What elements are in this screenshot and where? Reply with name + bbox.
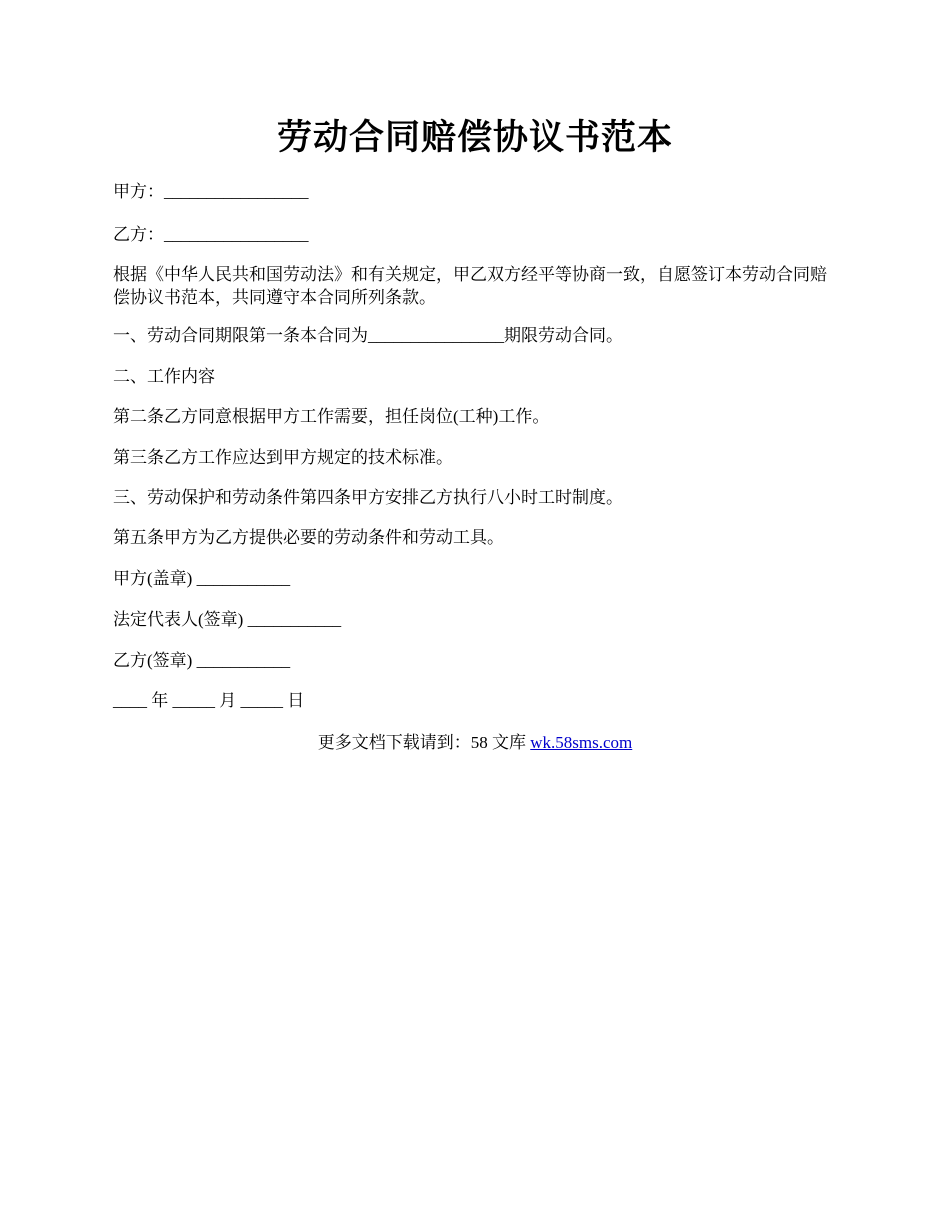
date-line: ____ 年 _____ 月 _____ 日 (113, 691, 305, 710)
footer (0, 731, 950, 754)
party-b-line: 乙方：_________________ (113, 225, 309, 244)
footer-text: 更多文档下载请到：58 文库 (317, 733, 531, 752)
document-title: 劳动合同赔偿协议书范本 (276, 118, 673, 157)
clause-five-line: 第五条甲方为乙方提供必要的劳动条件和劳动工具。 (113, 528, 504, 547)
intro-paragraph: 根据《中华人民共和国劳动法》和有关规定，甲乙双方经平等协商一致，自愿签订本劳动合同赔偿协议书范本，共同遵守本合同所列条款。 (113, 265, 827, 307)
legal-rep-sign-line: 法定代表人(签章) ___________ (113, 610, 342, 629)
clause-term-line: 一、劳动合同期限第一条本合同为________________期限劳动合同。 (113, 326, 623, 345)
footer-link[interactable]: wk.58sms.com (530, 733, 633, 752)
party-b-sign-line: 乙方(签章) ___________ (113, 651, 291, 670)
section-work-content: 二、工作内容 (113, 367, 215, 386)
section-protection-line: 三、劳动保护和劳动条件第四条甲方安排乙方执行八小时工时制度。 (113, 488, 623, 507)
party-a-line: 甲方：_________________ (113, 182, 309, 201)
clause-two-line: 第二条乙方同意根据甲方工作需要，担任岗位(工种)工作。 (113, 407, 550, 426)
clause-three-line: 第三条乙方工作应达到甲方规定的技术标准。 (113, 448, 453, 467)
party-a-seal-line: 甲方(盖章) ___________ (113, 569, 291, 588)
